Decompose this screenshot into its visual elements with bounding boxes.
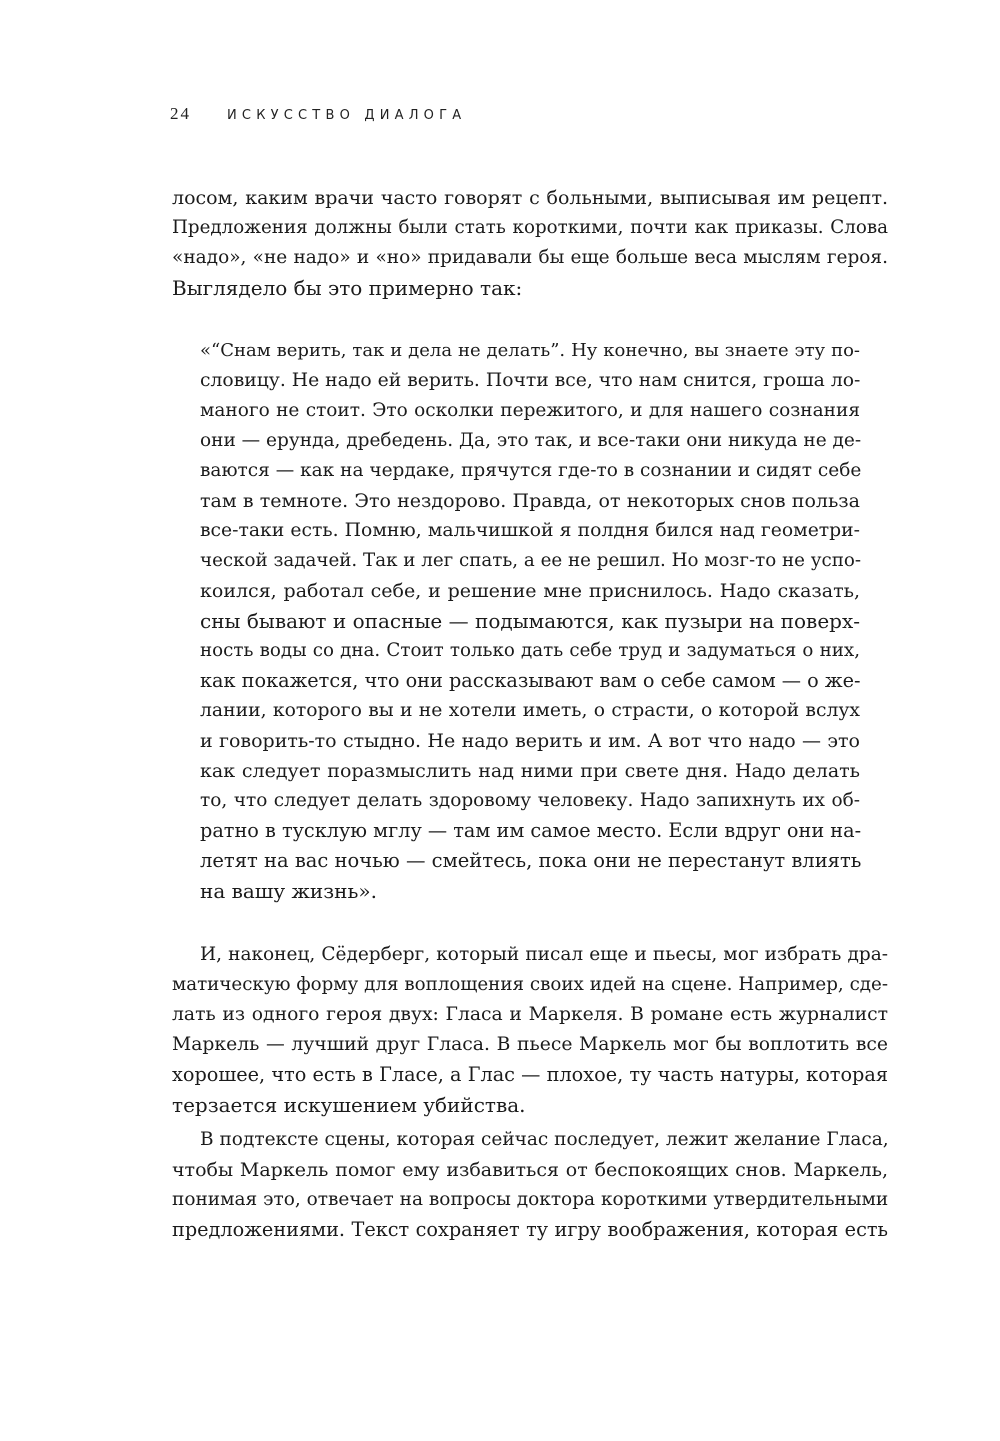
text-line: терзается искушением убийства.: [172, 1093, 526, 1117]
quote-line: на вашу жизнь».: [200, 879, 377, 903]
text-line: хорошее, что есть в Гласе, а Глас — плохое, ту часть натуры, которая: [172, 1063, 888, 1086]
quote-line: ратно в тусклую мглу — там им самое место. Если вдруг они на-: [200, 819, 862, 842]
quote-line: там в темноте. Это нездорово. Правда, от некоторых снов польза: [200, 490, 860, 512]
quote-line: маного не стоит. Это осколки пережитого, и для нашего сознания: [200, 400, 860, 421]
quote-line: то, что следует делать здоровому человеку. Надо запихнуть их об-: [200, 790, 860, 811]
text-line: «надо», «не надо» и «но» придавали бы еще больше веса мыслям героя.: [172, 247, 888, 268]
quote-line: «“Снам верить, так и дела не делать”. Ну конечно, вы знаете эту по-: [200, 340, 860, 361]
text-line: Маркель — лучший друг Гласа. В пьесе Маркель мог бы воплотить все: [172, 1034, 888, 1055]
quote-line: ность воды со дна. Стоит только дать себе труд и задуматься о них,: [200, 640, 860, 661]
text-line: И, наконец, Сёдерберг, который писал еще и пьесы, мог избрать дра-: [200, 944, 888, 965]
quote-line: коился, работал себе, и решение мне приснилось. Надо сказать,: [200, 580, 860, 602]
text-line: В подтексте сцены, которая сейчас последует, лежит желание Гласа,: [200, 1129, 889, 1150]
quote-line: как следует поразмыслить над ними при свете дня. Надо делать: [200, 760, 860, 782]
page-number: 24: [170, 104, 191, 123]
text-line: понимая это, отвечает на вопросы доктора короткими утвердительными: [172, 1189, 889, 1210]
text-line: чтобы Маркель помог ему избавиться от беспокоящих снов. Маркель,: [172, 1159, 888, 1181]
quote-line: как покажется, что они рассказывают вам о себе самом — о же-: [200, 669, 861, 692]
running-title: ИСКУССТВО ДИАЛОГА: [227, 108, 467, 123]
text-line: Предложения должны были стать короткими, почти как приказы. Слова: [172, 217, 888, 238]
quote-line: ческой задачей. Так и лег спать, а ее не решил. Но мозг-то не успо-: [200, 550, 862, 571]
quote-line: словицу. Не надо ей верить. Почти все, что нам снится, гроша ло-: [200, 370, 861, 391]
text-line: Выглядело бы это примерно так:: [172, 276, 523, 300]
text-line: лать из одного героя двух: Гласа и Маркеля. В романе есть журналист: [172, 1004, 888, 1025]
text-line: лосом, каким врачи часто говорят с больными, выписывая им рецепт.: [172, 187, 888, 209]
text-line: матическую форму для воплощения своих идей на сцене. Например, сде-: [172, 974, 888, 995]
quote-line: все-таки есть. Помню, мальчишкой я полдня бился над геометри-: [200, 520, 860, 541]
quote-line: ваются — как на чердаке, прячутся где-то в сознании и сидят себе: [200, 460, 862, 481]
quote-line: они — ерунда, дребедень. Да, это так, и все-таки они никуда не де-: [200, 430, 862, 451]
text-line: предложениями. Текст сохраняет ту игру воображения, которая есть: [172, 1218, 888, 1241]
running-header: [170, 104, 466, 124]
quote-line: летят на вас ночью — смейтесь, пока они не перестанут влиять: [200, 849, 862, 872]
quote-line: лании, которого вы и не хотели иметь, о страсти, о которой вслух: [200, 700, 860, 721]
quote-line: и говорить-то стыдно. Не надо верить и им. А вот что надо — это: [200, 730, 860, 752]
quote-line: сны бывают и опасные — подымаются, как пузыри на поверх-: [200, 609, 860, 633]
